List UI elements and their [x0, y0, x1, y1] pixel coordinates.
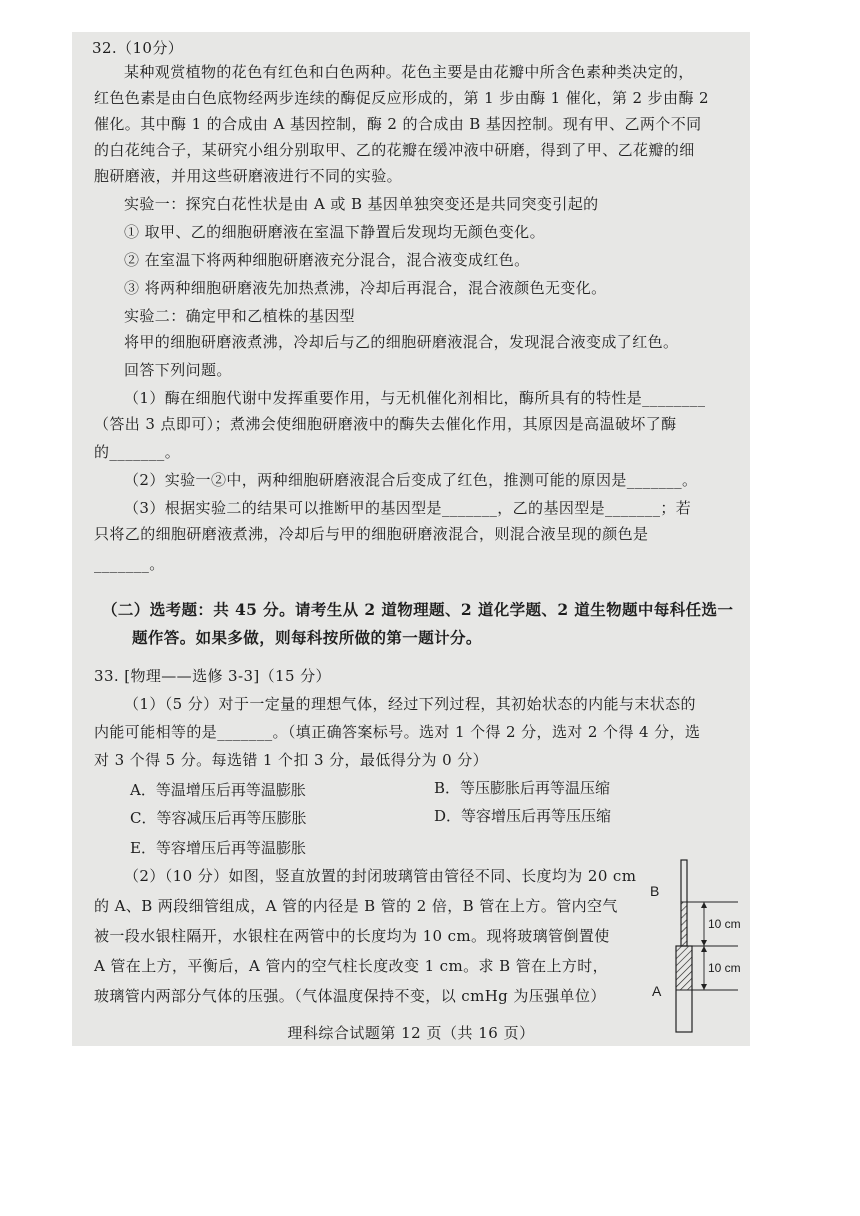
mercury-column-b: [681, 902, 687, 946]
q33-sub1-line: 对 3 个得 5 分。每选错 1 个扣 3 分，最低得分为 0 分）: [94, 751, 488, 769]
q33-sub2-line: （2）（10 分）如图，竖直放置的封闭玻璃管由管径不同、长度均为 20 cm: [124, 867, 637, 885]
q32-sub1-line: 的_______。: [94, 443, 181, 461]
q33-sub2-line: 玻璃管内两部分气体的压强。（气体温度保持不变，以 cmHg 为压强单位）: [94, 987, 606, 1005]
q33-sub1-line: 内能可能相等的是_______。（填正确答案标号。选对 1 个得 2 分，选对 2 个得 4 分，选: [94, 723, 701, 741]
q33-sub2-line: 的 A、B 两段细管组成，A 管的内径是 B 管的 2 倍，B 管在上方。管内空气: [94, 897, 618, 915]
experiment-1-step: ③ 将两种细胞研磨液先加热煮沸，冷却后再混合，混合液颜色无变化。: [124, 279, 607, 297]
mercury-column-a: [676, 946, 692, 990]
q32-intro-line: 红色色素是由白色底物经两步连续的酶促反应形成的，第 1 步由酶 1 催化，第 2 步由酶 2: [94, 89, 709, 107]
experiment-1-title: 实验一：探究白花性状是由 A 或 B 基因单独突变还是共同突变引起的: [124, 195, 599, 213]
q32-intro-line: 胞研磨液，并用这些研磨液进行不同的实验。: [94, 167, 403, 185]
q32-sub3-line: 只将乙的细胞研磨液煮沸，冷却后与甲的细胞研磨液混合，则混合液呈现的颜色是: [94, 525, 649, 543]
option-c: C．等容减压后再等压膨胀: [130, 809, 307, 827]
section-2-instructions: （二）选考题：共 45 分。请考生从 2 道物理题、2 道化学题、2 道生物题中每科任选一: [102, 600, 734, 619]
answer-prompt: 回答下列问题。: [124, 361, 232, 379]
q33-sub1-line: （1）（5 分）对于一定量的理想气体，经过下列过程，其初始状态的内能与末状态的: [124, 695, 696, 713]
dimension-lower: 10 cm: [708, 961, 741, 975]
option-e: E．等容增压后再等温膨胀: [130, 839, 306, 857]
glass-tube-diagram: [644, 856, 750, 1036]
page-footer: 理科综合试题第 12 页（共 16 页）: [287, 1024, 535, 1042]
experiment-2-title: 实验二：确定甲和乙植株的基因型: [124, 307, 356, 325]
label-b: B: [650, 883, 660, 899]
exam-page: [72, 32, 750, 1046]
glass-tube-figure: [644, 856, 750, 1036]
experiment-1-step: ② 在室温下将两种细胞研磨液充分混合，混合液变成红色。: [124, 251, 530, 269]
q32-sub2: （2）实验一②中，两种细胞研磨液混合后变成了红色，推测可能的原因是_______。: [124, 471, 698, 489]
q33-sub2-line: A 管在上方，平衡后，A 管内的空气柱长度改变 1 cm。求 B 管在上方时，: [94, 957, 609, 975]
q32-intro-line: 的白花纯合子，某研究小组分别取甲、乙的花瓣在缓冲液中研磨，得到了甲、乙花瓣的细: [94, 141, 695, 159]
q32-header: 32.（10分）: [92, 39, 184, 57]
q32-sub3-line: （3）根据实验二的结果可以推断甲的基因型是_______，乙的基因型是_______；若: [124, 499, 692, 517]
label-a: A: [652, 983, 662, 999]
section-2-instructions: 题作答。如果多做，则每科按所做的第一题计分。: [132, 628, 482, 647]
q32-intro-line: 催化。其中酶 1 的合成由 A 基因控制，酶 2 的合成由 B 基因控制。现有甲、乙两个不同: [94, 115, 702, 133]
q32-sub1-line: （答出 3 点即可）；煮沸会使细胞研磨液中的酶失去催化作用，其原因是高温破坏了酶: [94, 415, 677, 433]
experiment-2-text: 将甲的细胞研磨液煮沸，冷却后与乙的细胞研磨液混合，发现混合液变成了红色。: [124, 333, 679, 351]
q32-sub1-line: （1）酶在细胞代谢中发挥重要作用，与无机催化剂相比，酶所具有的特性是________: [124, 389, 706, 407]
q33-sub2-line: 被一段水银柱隔开，水银柱在两管中的长度均为 10 cm。现将玻璃管倒置使: [94, 927, 610, 945]
q32-sub3-line: _______。: [94, 555, 165, 573]
experiment-1-step: ① 取甲、乙的细胞研磨液在室温下静置后发现均无颜色变化。: [124, 223, 545, 241]
q32-intro-line: 某种观赏植物的花色有红色和白色两种。花色主要是由花瓣中所含色素种类决定的，: [124, 63, 694, 81]
option-b: B．等压膨胀后再等温压缩: [434, 779, 611, 797]
dimension-upper: 10 cm: [708, 917, 741, 931]
option-d: D．等容增压后再等压压缩: [434, 807, 612, 825]
option-a: A．等温增压后再等温膨胀: [130, 781, 306, 799]
q33-header: 33. [物理——选修 3-3]（15 分）: [94, 667, 331, 685]
